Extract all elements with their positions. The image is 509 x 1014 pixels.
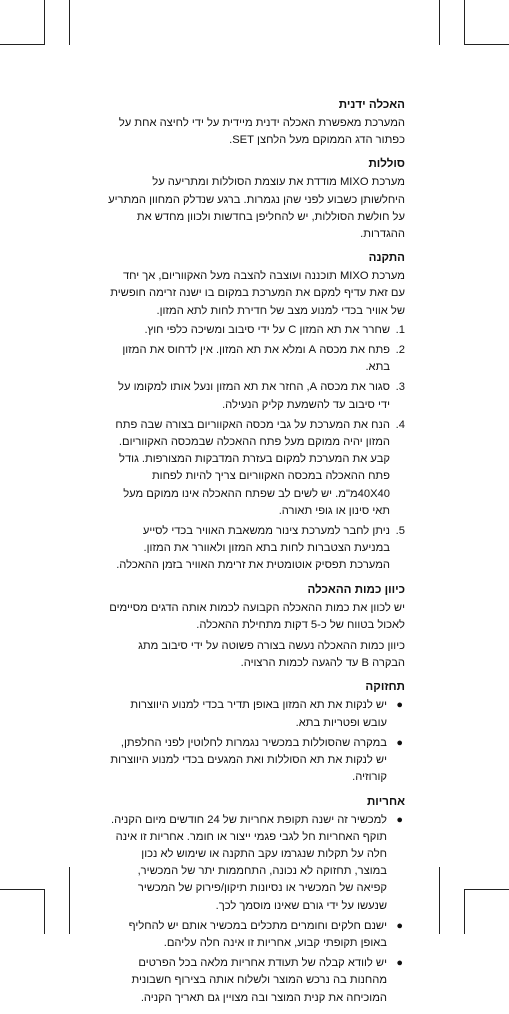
list-item-text: למכשיר זה ישנה תקופת אחריות של 24 חודשים מיום הקניה. תוקף האחריות חל לגבי פגמי ייצור או חומר. אחריות זו אינה חלה על תקלות שנגרמו עקב התקנה או שימוש לא נכון במוצר, תחזוקה לא נכונה, התחממות יתר של המכשיר, קפיאה של המכשיר או נסיונות תיקון/פירוק של המכשיר שנעשו על ידי גורם שאינו מוסמך לכך. — [110, 813, 387, 912]
crop-mark — [464, 889, 509, 890]
step-text: סגור את מכסה A, החזר את תא המזון ונעל אותו למקומו על ידי סיבוב עד להשמעת קליק הנעילה. — [118, 381, 390, 411]
list-item — [108, 735, 405, 787]
section-title: כיוון כמות ההאכלה — [307, 582, 405, 596]
crop-mark — [0, 44, 45, 45]
section-body: מערכת MIXO מודדת את עוצמת הסוללות ומתריעה על היחלשותן כשבוע לפני שהן נגמרות. ברגע שנדלק המחוון המתריע על חולשת הסוללות, יש להחליפן בחדשות ולכוון מחדש את ההגדרות. — [108, 176, 405, 241]
section-warranty — [108, 794, 405, 1007]
installation-steps — [108, 322, 405, 575]
section-title: אחריות — [366, 794, 405, 808]
list-item — [108, 812, 405, 915]
list-item — [108, 955, 405, 1007]
crop-mark — [44, 0, 45, 45]
step-number: 3. — [395, 381, 405, 394]
crop-mark — [0, 889, 45, 890]
bullet-icon: ● — [396, 919, 403, 932]
step-number: 4. — [395, 418, 405, 431]
crop-mark — [44, 889, 45, 934]
crop-mark — [439, 867, 440, 934]
list-item — [108, 523, 405, 575]
section-title: סוללות — [368, 157, 405, 171]
section-maintenance — [108, 679, 405, 786]
section-hand-feed — [108, 97, 405, 149]
step-number: 2. — [395, 344, 405, 357]
list-item — [108, 918, 405, 952]
step-text: פתח את מכסה A ומלא את תא המזון. אין לדחוס את המזון בתא. — [122, 344, 390, 374]
list-item-text: יש לוודא קבלה של תעודת אחריות מלאה בכל הפרטים מהחנות בה נרכש המוצר ולשלוח אותה בצירוף חשבונית המוכיחה את קנית המוצר ובה מצויין גם תאריך הקניה. — [131, 957, 387, 1004]
list-item-text: במקרה שהסוללות במכשיר נגמרות לחלוטין לפני החלפתן, יש לנקות את תא הסוללות ואת המגעים בכדי למנוע היווצרות קורוזיה. — [110, 736, 387, 784]
list-item — [108, 342, 405, 376]
step-text: הנח את המערכת על גבי מכסה האקווריום בצורה שבה פתח המזון יהיה ממוקם מעל פתח ההאכלה שבמכסה האקווריום. קבע את המערכת למקום בעזרת המדבקות המצורפות. גודל פתח ההאכלה במכסה האקווריום צריך להיות לפחות 40X40מ"מ. יש לשים לב שפתח ההאכלה אינו ממוקם מעל תאי סינון או גופי תאורה. — [115, 418, 390, 517]
section-intro: מערכת MIXO תוכננה ועוצבה להצבה מעל האקווריום, אך יחד עם זאת עדיף למקם את המערכת במקום בו ישנה זרימה חופשית של אוויר בכדי למנוע מצב של חדירת לחות לתא המזון. — [110, 270, 405, 317]
manual-page — [108, 97, 405, 1014]
section-body: יש לכוון את כמות ההאכלה הקבועה לכמות אותה הדגים מסיימים לאכול בטווח של כ-5 דקות מתחילת ההאכלה. — [109, 601, 405, 631]
section-title: תחזוקה — [365, 680, 405, 694]
section-title: האכלה ידנית — [338, 98, 405, 111]
crop-mark — [69, 867, 70, 934]
step-text: שחרר את תא המזון C על ידי סיבוב ומשיכה כלפי חוץ. — [144, 323, 390, 336]
section-title: התקנה — [368, 251, 405, 265]
maintenance-list — [108, 697, 405, 786]
crop-mark — [69, 0, 70, 45]
warranty-list — [108, 812, 405, 1007]
section-batteries — [108, 156, 405, 243]
section-body: המערכת מאפשרת האכלה ידנית מיידית על ידי לחיצה אחת על כפתור הדג הממוקם מעל הלחצן SET. — [118, 117, 405, 147]
bullet-icon: ● — [396, 736, 403, 749]
bullet-icon: ● — [396, 699, 403, 712]
step-number: 1. — [395, 323, 405, 336]
crop-mark — [464, 44, 509, 45]
crop-mark — [464, 889, 465, 934]
step-number: 5. — [395, 525, 405, 538]
bullet-icon: ● — [396, 957, 403, 970]
list-item — [108, 379, 405, 413]
section-body: כיוון כמות ההאכלה נעשה בצורה פשוטה על ידי סיבוב מתג הבקרה B עד להגעה לכמות הרצויה. — [138, 640, 405, 670]
crop-mark — [464, 0, 465, 45]
step-text: ניתן לחבר למערכת צינור ממשאבת האוויר בכדי לסייע במניעת הצטברות לחות בתא המזון ולאוורר את המזון. המערכת תפסיק אוטומטית את זרימת האוויר בזמן ההאכלה. — [116, 525, 390, 572]
bullet-icon: ● — [396, 813, 403, 826]
section-feed-amount — [108, 582, 405, 673]
list-item — [108, 697, 405, 731]
section-installation — [108, 250, 405, 574]
list-item-text: יש לנקות את תא המזון באופן תדיר בכדי למנוע היווצרות עובש ופטריות בתא. — [130, 699, 387, 729]
crop-mark — [439, 0, 440, 45]
list-item-text: ישנם חלקים וחומרים מתכלים במכשיר אותם יש להחליף באופן תקופתי קבוע, אחריות זו אינה חלה עליהם. — [128, 919, 387, 949]
list-item — [108, 417, 405, 520]
list-item — [108, 322, 405, 339]
